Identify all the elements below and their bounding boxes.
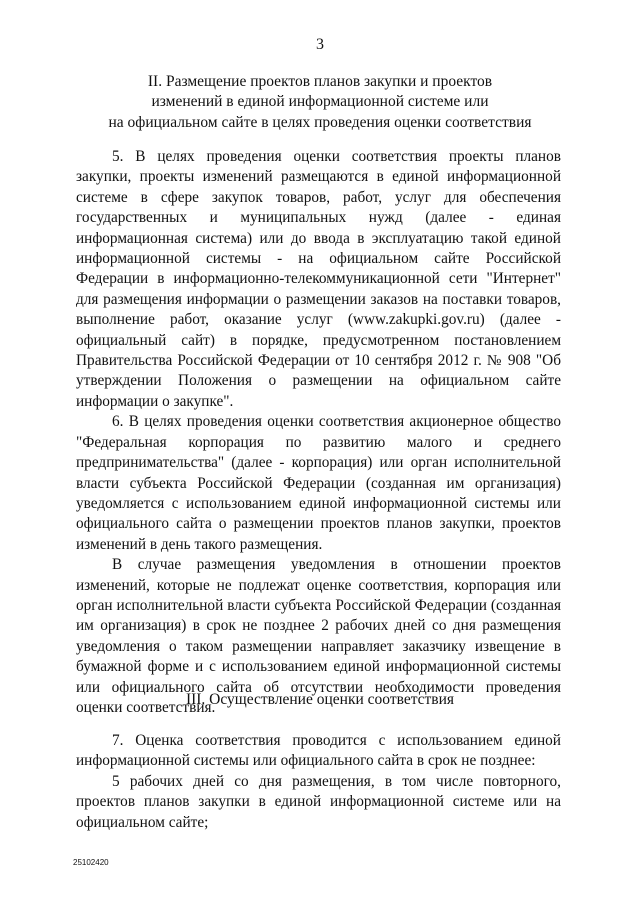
paragraph-7-item: 5 рабочих дней со дня размещения, в том числе повторного, проектов планов закупки в единой информационной системе или на официальном сайте; <box>76 772 561 831</box>
section-3-body <box>76 731 561 833</box>
paragraph-6-continuation: В случае размещения уведомления в отношении проектов изменений, которые не подлежат оценке соответствия, корпорация или орган исполнительной власти субъекта Российской Федерации (созданная им организация) в срок не позднее 2 рабочих дней со дня размещения уведомления о таком размещении направляет заказчику извещение в бумажной форме и с использованием единой информационной системы или официального сайта об отсутствии необходимости проведения оценки соответствия. <box>76 556 561 716</box>
paragraph-6: 6. В целях проведения оценки соответствия акционерное общество "Федеральная корпорация по развитию малого и среднего предпринимательства" (далее - корпорация) или орган исполнительной власти субъекта Российской Федерации (созданная им организация) уведомляется с использованием единой информационной системы или официального сайта о размещении проектов планов закупки, проектов изменений в день такого размещения. <box>76 413 561 553</box>
section-3-heading: III. Осуществление оценки соответствия <box>185 691 455 708</box>
section-2-heading-line: на официальном сайте в целях проведения оценки соответствия <box>108 113 532 131</box>
document-code: 25102420 <box>73 858 109 867</box>
paragraph-5: 5. В целях проведения оценки соответствия проекты планов закупки, проекты изменений размещаются в единой информационной системе в сфере закупок товаров, работ, услуг для обеспечения государственных и муниципальных нужд (далее - единая информационная система) или до ввода в эксплуатацию такой единой информационной системы - на официальном сайте Российской Федерации в информационно-телекоммуникационной сети "Интернет" для размещения информации о размещении заказов на поставки товаров, выполнение работ, оказание услуг (www.zakupki.gov.ru) (далее - официальный сайт) в порядке, предусмотренном постановлением Правительства Российской Федерации от 10 сентября 2012 г. № 908 "Об утверждении Положения о размещении на официальном сайте информации о закупке". <box>76 148 561 410</box>
section-2-body <box>76 147 561 718</box>
paragraph-7: 7. Оценка соответствия проводится с использованием единой информационной системы или официального сайта в срок не позднее: <box>76 732 561 770</box>
page-number: 3 <box>316 36 324 53</box>
section-2-heading-line: II. Размещение проектов планов закупки и проектов <box>147 73 493 90</box>
section-2-heading <box>60 72 580 133</box>
section-2-heading-line: изменений в единой информационной системе или <box>151 93 489 111</box>
